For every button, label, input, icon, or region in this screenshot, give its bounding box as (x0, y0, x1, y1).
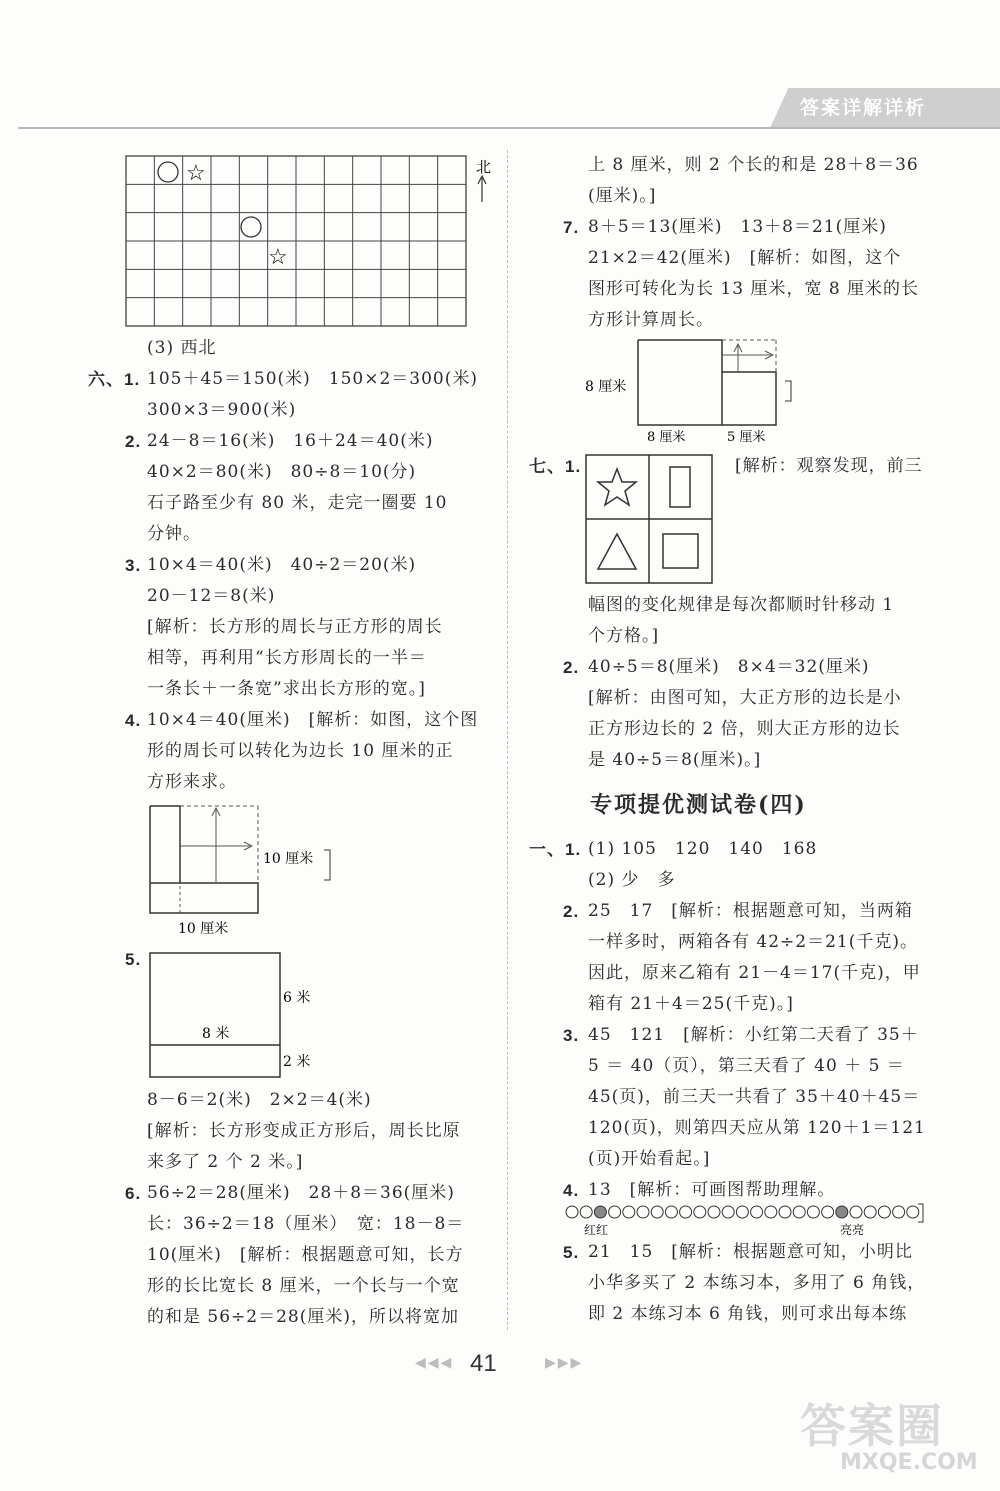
bead (594, 1206, 606, 1218)
bead (736, 1206, 748, 1218)
bead (708, 1206, 720, 1218)
direction-grid-figure (120, 150, 500, 330)
analysis-line: 相等，再利用“长方形周长的一半＝ (147, 648, 427, 668)
analysis-line: 个方格。] (588, 626, 660, 646)
bead (765, 1206, 777, 1218)
answer-line: 300×3＝900(米) (147, 400, 297, 420)
star-mark: ☆ (268, 245, 288, 270)
bead (822, 1206, 834, 1218)
bead (609, 1206, 621, 1218)
answer-line: 13 [解析：可画图帮助理解。 (588, 1180, 836, 1200)
bead (807, 1206, 819, 1218)
answer-line: (3) 西北 (147, 338, 217, 358)
fig5-label-6: 6 米 (283, 990, 311, 1006)
analysis-line: 因此，原来乙箱有 21－4＝17(千克)，甲 (588, 963, 921, 983)
star-mark: ☆ (186, 161, 206, 186)
question-number: 2. (125, 432, 142, 451)
fig5-label-8: 8 米 (202, 1026, 230, 1042)
bead (623, 1206, 635, 1218)
question-number: 一、1. (529, 840, 582, 859)
header-label: 答案详解详析 (800, 97, 927, 119)
analysis-line: 45(页)，前三天一共看了 35＋40＋45＝ (588, 1087, 921, 1107)
answer-line: 24－8＝16(米) 16＋24＝40(米) (147, 431, 434, 451)
question-number: 4. (125, 711, 142, 730)
answer-line: 21 15 [解析：根据题意可知，小明比 (588, 1242, 913, 1262)
answer-line: 40÷5＝8(厘米) 8×4＝32(厘米) (588, 657, 870, 677)
analysis-line: 上 8 厘米，则 2 个长的和是 28＋8＝36 (588, 155, 919, 175)
square-shape (663, 534, 698, 568)
question-number: 3. (563, 1026, 580, 1045)
analysis-line: [解析：长方形的周长与正方形的周长 (147, 617, 443, 637)
question-number: 6. (125, 1184, 142, 1203)
bead (694, 1206, 706, 1218)
answer-line: 20－12＝8(米) (147, 586, 276, 606)
analysis-line: 正方形边长的 2 倍，则大正方形的边长 (588, 719, 901, 739)
bead (779, 1206, 791, 1218)
bead-label-right: 亮亮 (840, 1223, 865, 1237)
watermark-logo: 答案圈 (800, 1399, 944, 1453)
column-divider (507, 150, 508, 1330)
analysis-line: 一条长＋一条宽”求出长方形的宽。] (147, 679, 426, 699)
answer-line: 105＋45＝150(米) 150×2＝300(米) (147, 369, 479, 389)
figure-q7 (585, 335, 815, 447)
bead (893, 1206, 905, 1218)
bead (751, 1206, 763, 1218)
analysis-line: 即 2 本练习本 6 角钱，则可求出每本练 (588, 1304, 908, 1324)
analysis-line: 的和是 56÷2＝28(厘米)，所以将宽加 (147, 1307, 459, 1327)
analysis-line: [解析：观察发现，前三 (735, 456, 923, 476)
prev-arrows: ◀◀◀ (415, 1355, 454, 1371)
bead (722, 1206, 734, 1218)
answer-line: 45 121 [解析：小红第二天看了 35＋ (588, 1025, 919, 1045)
bead (665, 1206, 677, 1218)
question-number: 3. (125, 556, 142, 575)
question-number: 2. (563, 902, 580, 921)
bead-label-left: 红红 (584, 1223, 609, 1237)
analysis-line: 方形来求。 (147, 772, 237, 792)
triangle-shape (598, 534, 636, 569)
bead (580, 1206, 592, 1218)
analysis-line: (页)开始看起。] (588, 1149, 711, 1169)
question-number: 7. (563, 218, 580, 237)
question-number: 2. (563, 658, 580, 677)
answer-line: 长：36÷2＝18（厘米） 宽：18－8＝ (147, 1214, 465, 1234)
figure-pattern-squares (584, 452, 716, 586)
answer-line: 8－6＝2(米) 2×2＝4(米) (147, 1090, 372, 1110)
analysis-line: 小华多买了 2 本练习本，多用了 6 角钱， (588, 1273, 926, 1293)
question-number: 七、1. (529, 457, 582, 476)
circle-mark (241, 217, 261, 237)
fig7-left-label: 8 厘米 (585, 379, 627, 395)
answer-line: 40×2＝80(米) 80÷8＝10(分) (147, 462, 417, 482)
circle-mark (158, 162, 178, 182)
header-rule (18, 127, 1000, 129)
fig4-bottom-label: 10 厘米 (178, 921, 229, 937)
analysis-line: 一样多时，两箱各有 42÷2＝21(千克)。 (588, 932, 918, 952)
analysis-line: 10(厘米) [解析：根据题意可知，长方 (147, 1245, 464, 1265)
section-title: 专项提优测试卷(四) (590, 792, 807, 818)
watermark-url: MXQE.COM (840, 1450, 978, 1475)
bead (566, 1206, 578, 1218)
answer-line: 10×4＝40(米) 40÷2＝20(米) (147, 555, 417, 575)
answer-line: 8＋5＝13(厘米) 13＋8＝21(厘米) (588, 217, 887, 237)
bead (651, 1206, 663, 1218)
analysis-line: (厘米)。] (588, 186, 657, 206)
analysis-line: 幅图的变化规律是每次都顺时针移动 1 (588, 595, 895, 615)
question-number: 5. (563, 1243, 580, 1262)
answer-line: 10×4＝40(厘米) [解析：如图，这个图 (147, 710, 479, 730)
fig5-label-2: 2 米 (283, 1054, 311, 1070)
analysis-line: 图形可转化为长 13 厘米，宽 8 厘米的长 (588, 279, 920, 299)
fig4-side-label: 10 厘米 (263, 851, 314, 867)
answer-line: (1) 105 120 140 168 (588, 839, 818, 859)
fig7-bottom-label-1: 8 厘米 (647, 430, 686, 445)
analysis-line: [解析：长方形变成正方形后，周长比原 (147, 1121, 461, 1141)
analysis-line: 形的周长可以转化为边长 10 厘米的正 (147, 741, 454, 761)
question-number: 4. (563, 1181, 580, 1200)
answer-line: 21×2＝42(厘米) [解析：如图，这个 (588, 248, 902, 268)
answer-line: 石子路至少有 80 米，走完一圈要 10 (147, 493, 448, 513)
bead (907, 1206, 919, 1218)
bead (850, 1206, 862, 1218)
star-shape (598, 469, 636, 505)
answer-line: 56÷2＝28(厘米) 28＋8＝36(厘米) (147, 1183, 455, 1203)
figure-q4 (140, 798, 350, 940)
question-number: 5. (125, 950, 142, 969)
bead (637, 1206, 649, 1218)
analysis-line: 方形计算周长。 (588, 310, 714, 330)
analysis-line: 5 ＝ 40（页），第三天看了 40 ＋ 5 ＝ (588, 1056, 905, 1076)
bead (878, 1206, 890, 1218)
fig7-bottom-label-2: 5 厘米 (727, 430, 766, 445)
analysis-line: [解析：由图可知，大正方形的边长是小 (588, 688, 902, 708)
question-number: 六、1. (88, 370, 141, 389)
bead (864, 1206, 876, 1218)
bead (836, 1206, 848, 1218)
bead (793, 1206, 805, 1218)
answer-line: 分钟。 (147, 524, 201, 544)
analysis-line: 是 40÷5＝8(厘米)。] (588, 750, 762, 770)
page-number: 41 (470, 1350, 497, 1377)
bead (680, 1206, 692, 1218)
answer-line: (2) 少 多 (588, 870, 676, 890)
analysis-line: 箱有 21＋4＝25(千克)。] (588, 994, 794, 1014)
analysis-line: 来多了 2 个 2 米。] (147, 1152, 304, 1172)
analysis-line: 120(页)，则第四天应从第 120＋1＝121 (588, 1118, 926, 1138)
tall-rectangle (670, 467, 690, 507)
next-arrows: ▶▶▶ (545, 1355, 584, 1371)
bead-row-figure (562, 1200, 932, 1240)
north-label: 北 (476, 158, 492, 176)
answer-line: 25 17 [解析：根据题意可知，当两箱 (588, 901, 913, 921)
analysis-line: 形的长比宽长 8 厘米，一个长与一个宽 (147, 1276, 460, 1296)
figure-q5 (140, 948, 340, 1083)
